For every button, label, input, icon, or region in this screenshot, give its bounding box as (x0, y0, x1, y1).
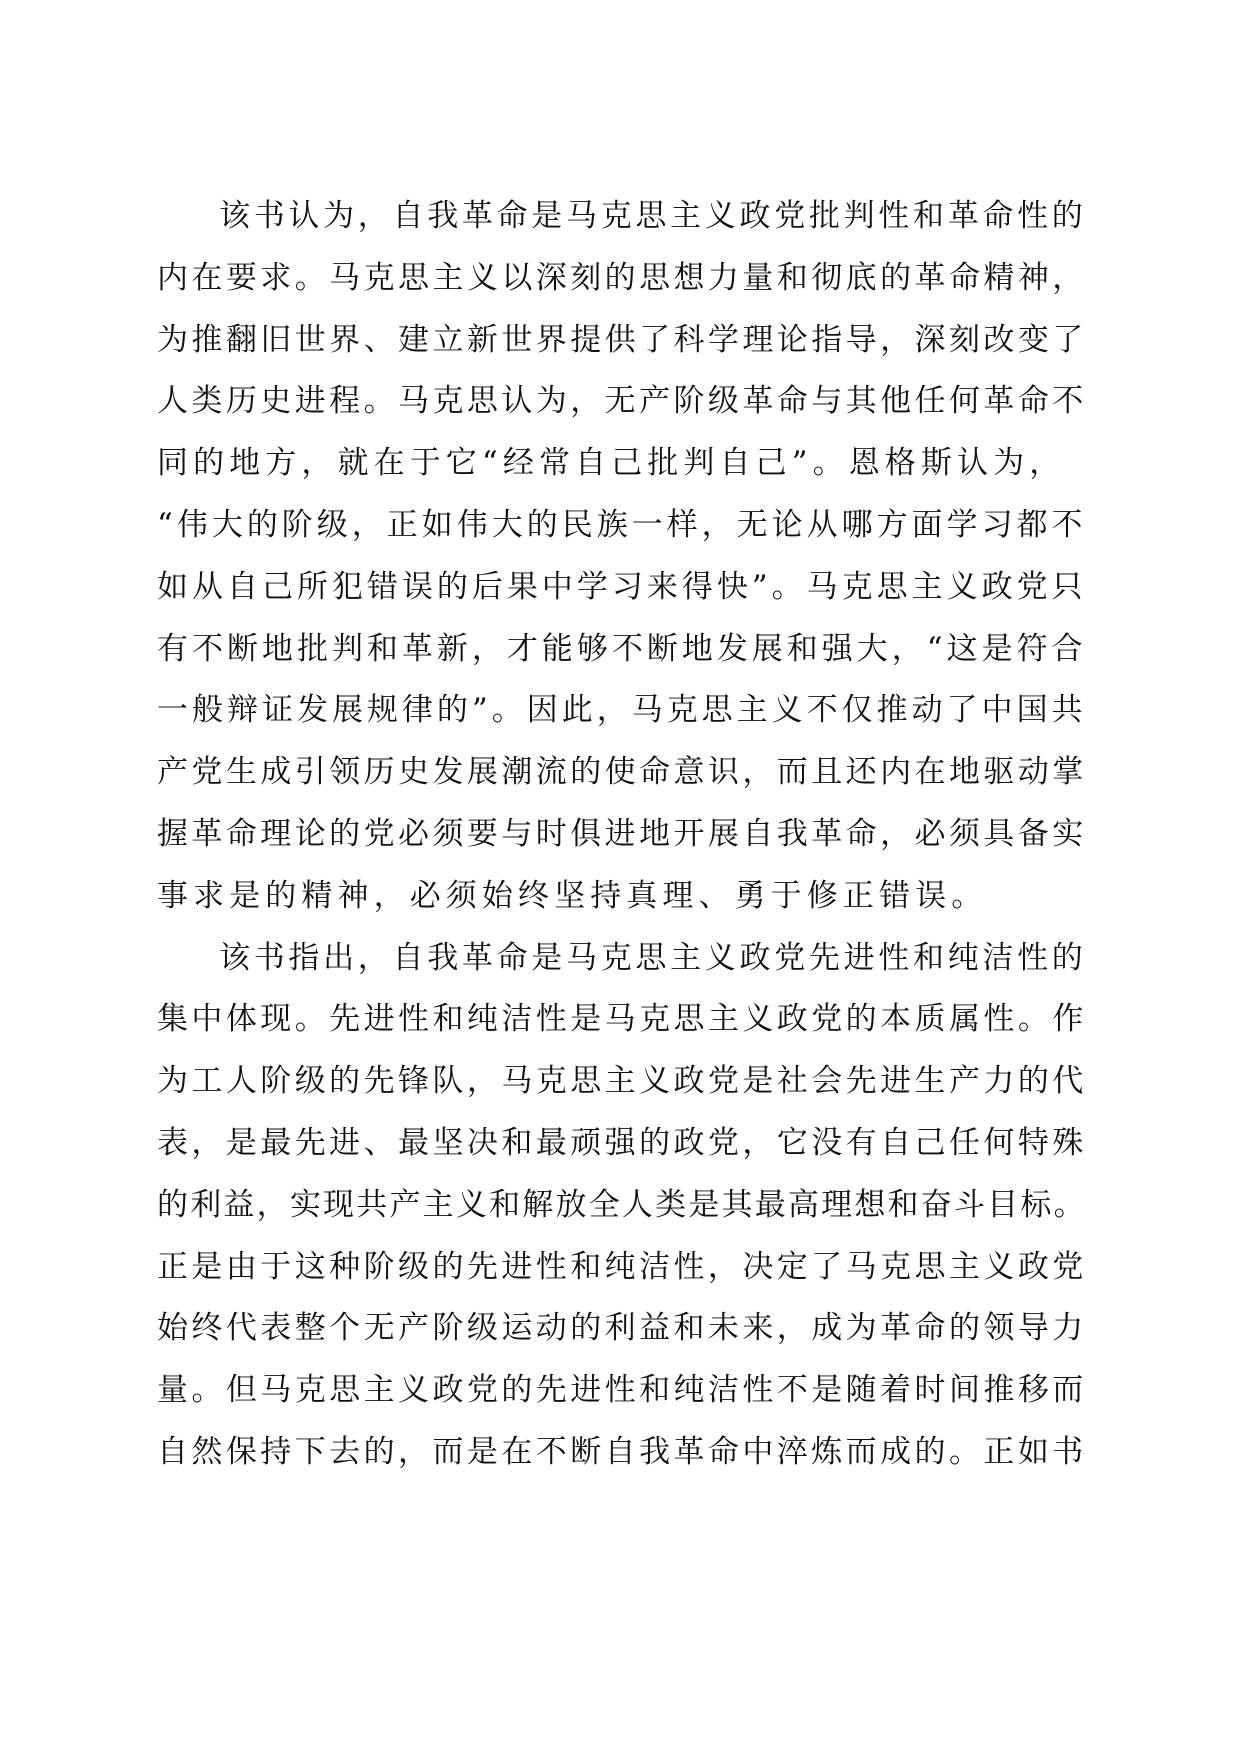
body-text (157, 186, 1087, 1484)
text-line: 产党生成引领历史发展潮流的使命意识，而且还内在地驱动掌 (157, 754, 1087, 791)
text-line: 该书指出，自我革命是马克思主义政党先进性和纯洁性的 (219, 939, 1087, 976)
text-line: 为推翻旧世界、建立新世界提供了科学理论指导，深刻改变了 (157, 321, 1087, 358)
text-line: 自然保持下去的，而是在不断自我革命中淬炼而成的。正如书 (157, 1433, 1087, 1470)
text-line: 握革命理论的党必须要与时俱进地开展自我革命，必须具备实 (157, 815, 1087, 852)
text-line: 的利益，实现共产主义和解放全人类是其最高理想和奋斗目标。 (157, 1186, 1087, 1223)
text-line: 人类历史进程。马克思认为，无产阶级革命与其他任何革命不 (157, 383, 1087, 420)
text-line: 始终代表整个无产阶级运动的利益和未来，成为革命的领导力 (157, 1310, 1087, 1347)
paragraph-advancement-and-purity (157, 928, 1087, 1484)
text-line: 量。但马克思主义政党的先进性和纯洁性不是随着时间推移而 (157, 1372, 1087, 1409)
text-line: 表，是最先进、最坚决和最顽强的政党，它没有自己任何特殊 (157, 1124, 1087, 1161)
text-line: 一般辩证发展规律的”。因此，马克思主义不仅推动了中国共 (157, 692, 1087, 729)
text-line: 有不断地批判和革新，才能够不断地发展和强大，“这是符合 (157, 630, 1087, 667)
text-line: 事求是的精神，必须始终坚持真理、勇于修正错误。 (157, 877, 988, 914)
text-line: 如从自己所犯错误的后果中学习来得快”。马克思主义政党只 (157, 568, 1087, 605)
text-line: 为工人阶级的先锋队，马克思主义政党是社会先进生产力的代 (157, 1063, 1087, 1100)
text-line: 同的地方，就在于它“经常自己批判自己”。恩格斯认为， (157, 445, 1066, 482)
text-line: 正是由于这种阶级的先进性和纯洁性，决定了马克思主义政党 (157, 1248, 1087, 1285)
text-line: 该书认为，自我革命是马克思主义政党批判性和革命性的 (219, 198, 1087, 234)
paragraph-self-revolution-requirement (157, 186, 1087, 928)
text-line: “伟大的阶级，正如伟大的民族一样，无论从哪方面学习都不 (157, 506, 1087, 543)
text-line: 内在要求。马克思主义以深刻的思想力量和彻底的革命精神， (157, 259, 1087, 296)
text-line: 集中体现。先进性和纯洁性是马克思主义政党的本质属性。作 (157, 1001, 1087, 1038)
